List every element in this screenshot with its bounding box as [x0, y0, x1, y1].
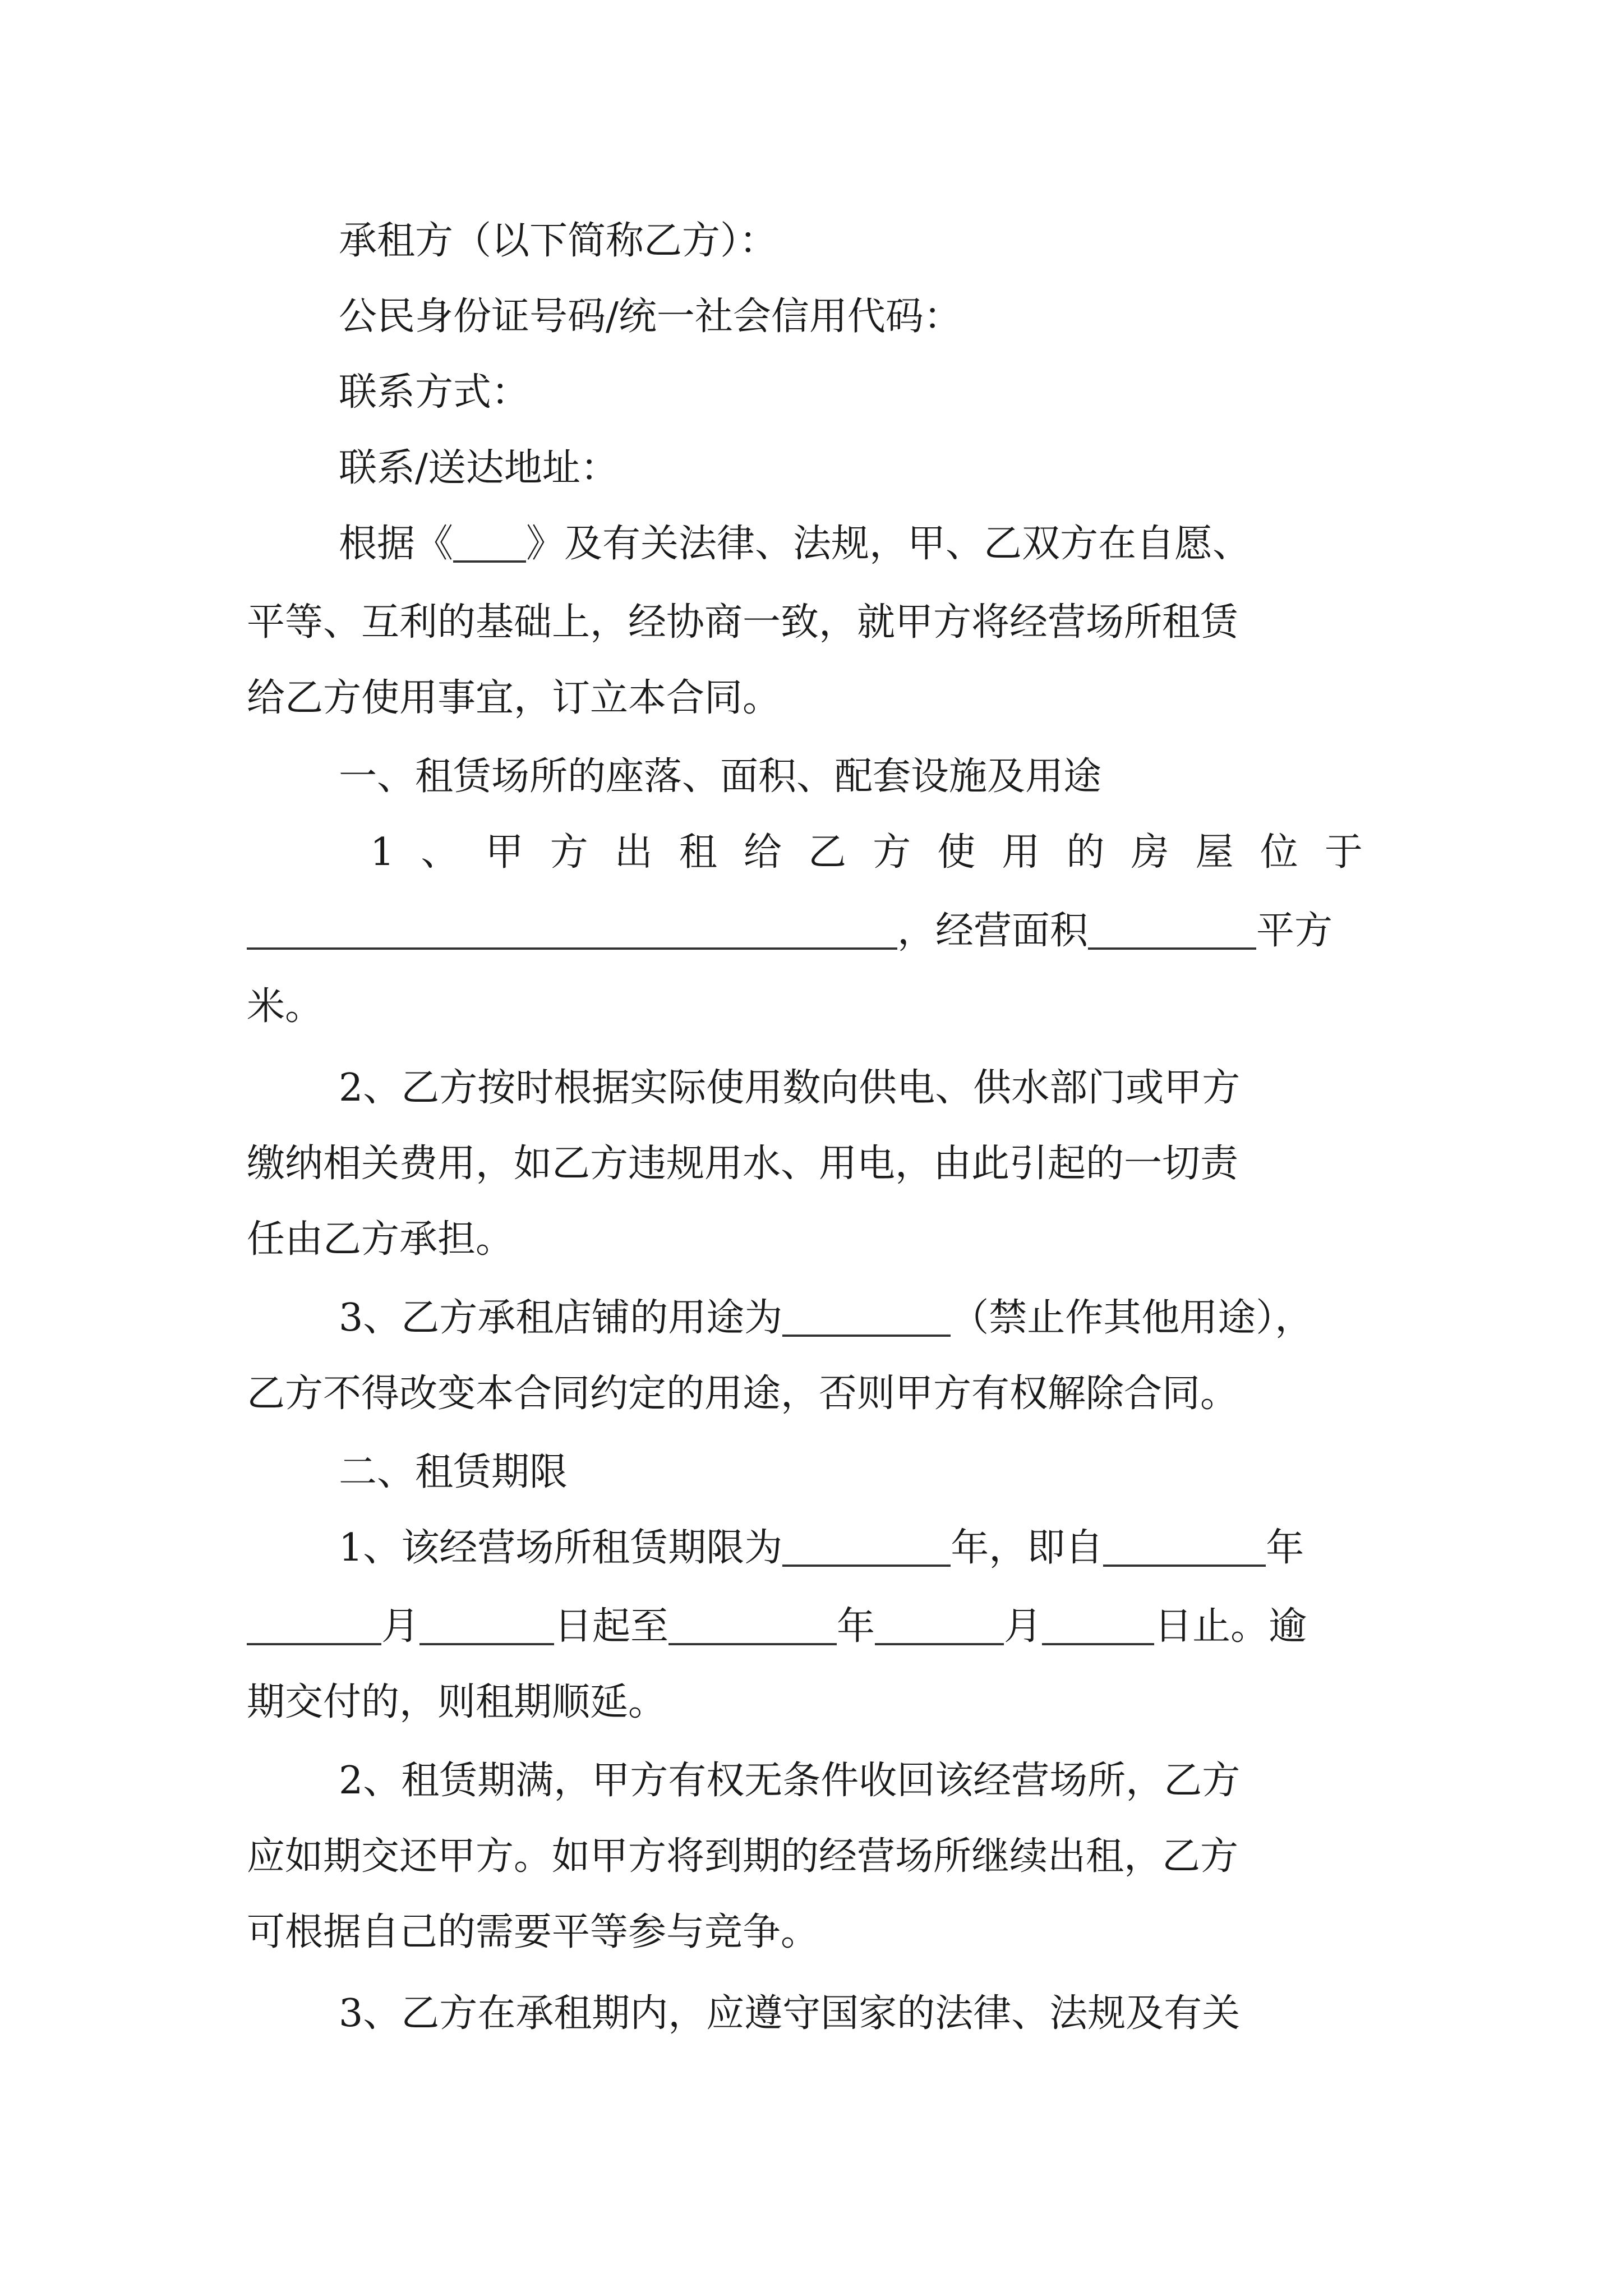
clause-2-1-line-3: [0, 1663, 1623, 1742]
clause-2-1-line-1: [0, 1509, 1623, 1588]
preamble-line-3-text: 给乙方使用事宜，订立本合同。: [247, 676, 781, 720]
clause-1-3-line-2-text: 乙方不得改变本合同约定的用途，否则甲方有权解除合同。: [247, 1372, 1239, 1416]
clause-1-1-line-1: [0, 813, 1623, 892]
preamble-rest: 》及有关法律、法规，甲、乙双方在自愿、: [526, 522, 1251, 566]
start-year-unit: 年: [1266, 1526, 1304, 1570]
clause-1-1-char: 于: [1324, 830, 1363, 875]
lessee-label: 承租方（以下简称乙方）：: [339, 219, 778, 263]
clause-1-1-char: 1: [370, 830, 395, 875]
usage-label: 3、乙方承租店铺的用途为: [339, 1296, 783, 1340]
term-from-label: 年，即自: [951, 1526, 1104, 1570]
clause-1-1-char: 租: [679, 830, 717, 875]
area-label: ，经营面积: [897, 909, 1089, 953]
clause-1-1-line-3: [0, 968, 1623, 1046]
preamble-line-3: [0, 659, 1623, 738]
clause-2-1-line-3-text: 期交付的，则租期顺延。: [247, 1680, 667, 1724]
preamble-line-2: [0, 583, 1623, 662]
id-number-label: 公民身份证号码/统一社会信用代码：: [339, 295, 962, 339]
section-1-title: 一、租赁场所的座落、面积、配套设施及用途: [339, 754, 1102, 799]
clause-2-2-line-1: [0, 1742, 1623, 1820]
clause-2-2-line-2: [0, 1818, 1623, 1896]
clause-1-3-line-1: [0, 1279, 1623, 1358]
clause-1-1-char: 位: [1260, 830, 1298, 875]
start-month-unit: 月: [381, 1604, 420, 1649]
paragraph-id-number: [0, 278, 1623, 356]
clause-1-1-char: 方: [873, 830, 911, 875]
clause-2-1-line-2: [0, 1588, 1623, 1666]
term-years-blank: [782, 1565, 951, 1567]
area-blank: [1088, 947, 1256, 950]
start-year-blank: [1103, 1565, 1266, 1567]
clause-2-2-line-2-text: 应如期交还甲方。如甲方将到期的经营场所继续出租，乙方: [247, 1834, 1239, 1879]
clause-2-2-line-3: [0, 1893, 1623, 1972]
clause-1-3-text: [339, 1279, 1313, 1358]
preamble-open: 根据《: [339, 522, 454, 566]
end-month-unit: 月: [1004, 1604, 1043, 1649]
start-day-blank: [419, 1643, 554, 1645]
clause-1-2-line-2: [0, 1125, 1623, 1203]
clause-1-2-line-3: [0, 1200, 1623, 1279]
clause-1-2-line-1: [0, 1049, 1623, 1128]
clause-1-2-line-2-text: 缴纳相关费用，如乙方违规用水、用电，由此引起的一切责: [247, 1142, 1239, 1186]
end-year-blank: [668, 1643, 837, 1645]
clause-1-1-char: 、: [421, 830, 459, 875]
start-day-unit: 日起至: [554, 1604, 669, 1649]
preamble-line-1: [0, 505, 1623, 583]
clause-1-1-line-3-text: 米。: [247, 984, 324, 1029]
clause-1-1-char: 方: [550, 830, 588, 875]
clause-1-1-char: 给: [743, 830, 782, 875]
clause-1-1-text: [370, 813, 1363, 892]
usage-blank: [782, 1335, 951, 1337]
end-month-blank: [875, 1643, 1004, 1645]
clause-1-2-line-3-text: 任由乙方承担。: [247, 1217, 514, 1262]
clause-2-2-line-3-text: 可根据自己的需要平等参与竞争。: [247, 1910, 819, 1954]
end-day-blank: [1042, 1643, 1154, 1645]
clause-1-1-char: 房: [1131, 830, 1169, 875]
address-label: 联系/送达地址：: [339, 446, 619, 490]
paragraph-address: [0, 429, 1623, 508]
preamble-line-2-text: 平等、互利的基础上，经协商一致，就甲方将经营场所租赁: [247, 600, 1239, 645]
law-name-blank: [453, 560, 526, 563]
clause-1-1-char: 使: [937, 830, 976, 875]
location-blank: [247, 947, 897, 950]
section-heading-2: [0, 1433, 1623, 1512]
clause-1-1-line-2: [0, 892, 1623, 970]
clause-1-1-char: 乙: [808, 830, 847, 875]
section-heading-1: [0, 738, 1623, 816]
area-unit: 平方: [1256, 909, 1333, 953]
clause-1-3-line-2: [0, 1355, 1623, 1433]
clause-1-1-char: 的: [1066, 830, 1105, 875]
clause-1-1-char: 用: [1002, 830, 1040, 875]
clause-1-1-char: 甲: [485, 830, 524, 875]
term-label: 1、该经营场所租赁期限为: [339, 1526, 783, 1570]
clause-1-1-char: 出: [614, 830, 653, 875]
clause-2-3-text: 3、乙方在承租期内，应遵守国家的法律、法规及有关: [339, 1991, 1241, 2036]
paragraph-lessee: [0, 202, 1623, 280]
clause-1-2-text: 2、乙方按时根据实际使用数向供电、供水部门或甲方: [339, 1066, 1241, 1110]
contact-label: 联系方式：: [339, 370, 530, 415]
clause-1-1-char: 屋: [1195, 830, 1234, 875]
usage-note: （禁止作其他用途），: [951, 1296, 1313, 1340]
section-2-title: 二、租赁期限: [339, 1450, 568, 1494]
clause-2-3-line-1: [0, 1975, 1623, 2053]
preamble-text: [339, 505, 1251, 583]
clause-2-1-line-2-text: [247, 1588, 1307, 1666]
clause-1-1-line-2-text: [247, 892, 1332, 970]
paragraph-contact: [0, 353, 1623, 432]
start-month-blank: [247, 1643, 381, 1645]
end-day-unit: 日止。逾: [1154, 1604, 1307, 1649]
end-year-unit: 年: [837, 1604, 875, 1649]
clause-2-1-text: [339, 1509, 1304, 1588]
clause-2-2-text: 2、租赁期满，甲方有权无条件收回该经营场所，乙方: [339, 1759, 1241, 1803]
